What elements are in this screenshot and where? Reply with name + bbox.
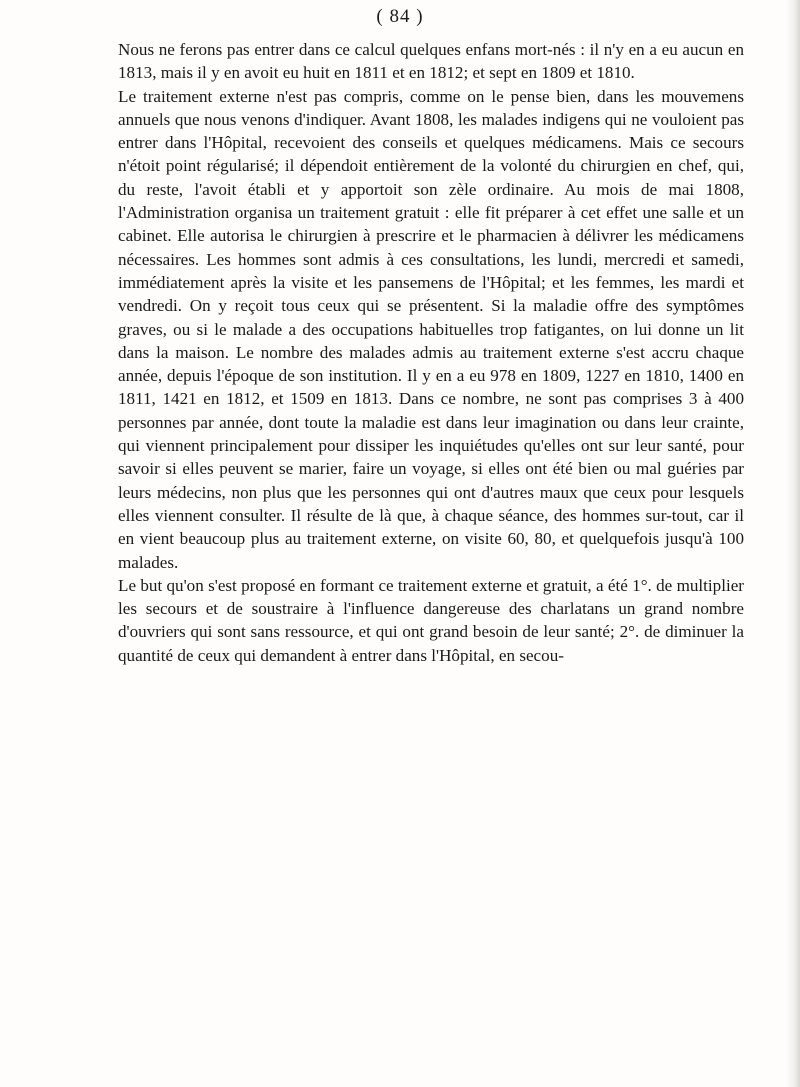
page-number: ( 84 ) — [376, 6, 424, 27]
body-text — [118, 38, 744, 667]
paragraph-stillborn-children: Nous ne ferons pas entrer dans ce calcul quelques enfans mort-nés : il n'y en a eu aucun en 1813, mais il y en avoit eu huit en 1811 et en 1812; et sept en 1809 et 1810. — [118, 40, 744, 83]
paragraph-external-treatment: Le traitement externe n'est pas compris, comme on le pense bien, dans les mouvemens annuels que nous venons d'indiquer. Avant 1808, les malades indigens qui ne vouloient pas entrer dans l'Hôpital, recevoient des conseils et quelques médicamens. Mais ce secours n'étoit point régularisé; il dépendoit entièrement de la volonté du chirurgien en chef, qui, du reste, l'avoit établi et y apportoit son zèle ordinaire. Au mois de mai 1808, l'Administration organisa un traitement gratuit : elle fit préparer à cet effet une salle et un cabinet. Elle autorisa le chirurgien à prescrire et le pharmacien à délivrer les médicamens nécessaires. Les hommes sont admis à ces consultations, les lundi, mercredi et samedi, immédiatement après la visite et les pansemens de l'Hôpital; et les femmes, les mardi et vendredi. On y reçoit tous ceux qui se présentent. Si la maladie offre des symptômes graves, ou si le malade a des occupations habituelles trop fatigantes, on lui donne un lit dans la maison. Le nombre des malades admis au traitement externe s'est accru chaque année, depuis l'époque de son institution. Il y en a eu 978 en 1809, 1227 en 1810, 1400 en 1811, 1421 en 1812, et 1509 en 1813. Dans ce nombre, ne sont pas comprises 3 à 400 personnes par année, dont toute la maladie est dans leur imagination ou dans leur crainte, qui viennent principalement pour dissiper les inquiétudes qu'elles ont sur leur santé, pour savoir si elles peuvent se marier, faire un voyage, si elles ont été bien ou mal guéries par leurs médecins, non plus que les personnes qui ont d'autres maux que ceux pour lesquels elles viennent consulter. Il résulte de là que, à chaque séance, des hommes sur-tout, car il en vient beaucoup plus au traitement externe, on visite 60, 80, et quelquefois jusqu'à 100 malades. — [118, 86, 744, 572]
paragraph-purpose: Le but qu'on s'est proposé en formant ce traitement externe et gratuit, a été 1°. de multiplier les secours et de soustraire à l'influence dangereuse des charlatans un grand nombre d'ouvriers qui sont sans ressource, et qui ont grand besoin de leur santé; 2°. de diminuer la quantité de ceux qui demandent à entrer dans l'Hôpital, en secou- — [118, 575, 744, 665]
page-edge-shadow — [786, 0, 800, 1087]
